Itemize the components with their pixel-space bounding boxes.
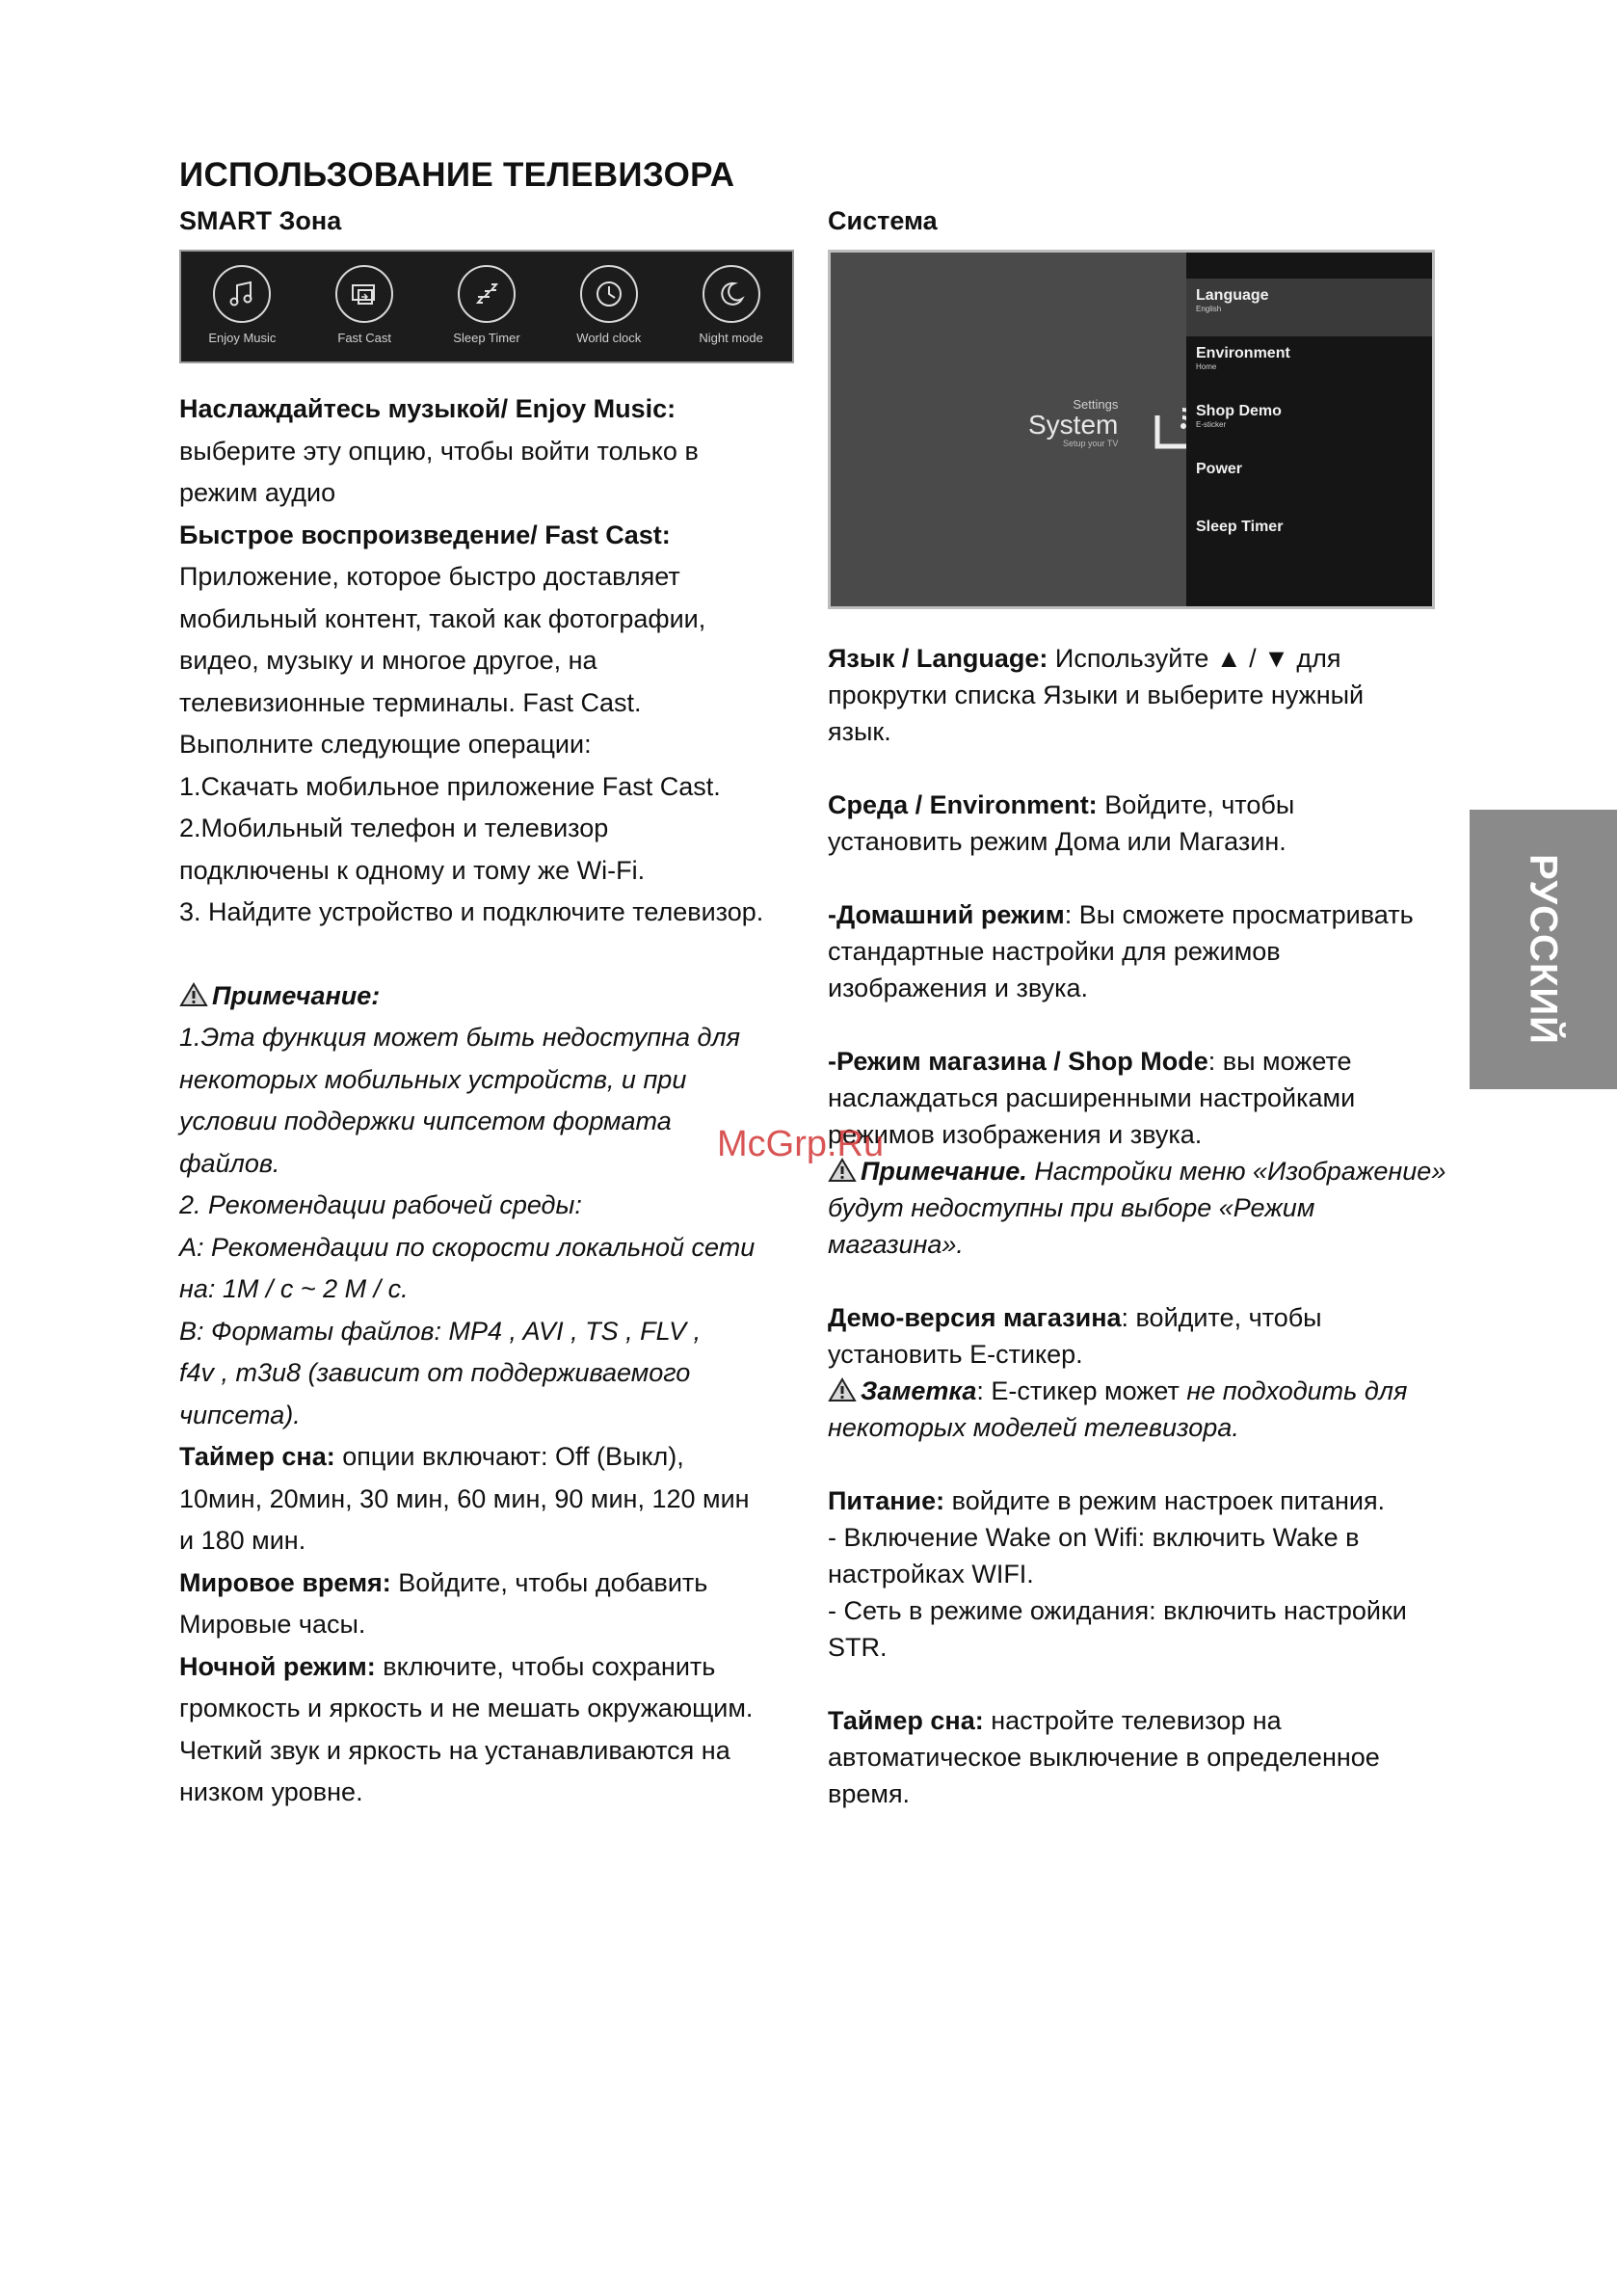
- tv-settings-sub: Setup your TV: [1062, 439, 1119, 448]
- night-moon-icon: [703, 265, 760, 323]
- language-text: Используйте ▲ / ▼ для: [1048, 644, 1341, 673]
- tv-menu-label: Environment: [1196, 345, 1290, 361]
- sleep-zzz-icon: [458, 265, 516, 323]
- shop-mode-paragraph: [828, 1043, 1502, 1080]
- tv-menu-item-language[interactable]: [1186, 279, 1432, 336]
- home-mode-paragraph: [828, 896, 1502, 933]
- system-heading: Система: [828, 206, 938, 235]
- fast-cast-text: 3. Найдите устройство и подключите телевизор.: [179, 897, 764, 926]
- shop-mode-text: наслаждаться расширенными настройками: [828, 1083, 1356, 1112]
- shop-note-text: магазина».: [828, 1230, 964, 1259]
- demo-note-text: некоторых моделей телевизора.: [828, 1413, 1239, 1442]
- environment-title: Среда / Environment:: [828, 790, 1098, 819]
- night-mode-title: Ночной режим:: [179, 1651, 376, 1681]
- power-title: Питание:: [828, 1486, 945, 1515]
- tv-settings-menu: [1186, 253, 1432, 606]
- sleep-timer-text: и 180 мин.: [179, 1526, 306, 1555]
- smart-item-night-mode[interactable]: [678, 265, 784, 345]
- smart-item-enjoy-music[interactable]: [189, 265, 295, 345]
- smart-item-label: World clock: [576, 331, 642, 345]
- world-time-title: Мировое время:: [179, 1567, 391, 1597]
- warning-icon: [828, 1377, 857, 1402]
- power-text: настройках WIFI.: [828, 1560, 1034, 1589]
- fast-cast-text: Приложение, которое быстро доставляет: [179, 562, 680, 591]
- shop-note-title: Примечание.: [861, 1157, 1027, 1186]
- world-clock-icon: [580, 265, 638, 323]
- page-title: ИСПОЛЬЗОВАНИЕ ТЕЛЕВИЗОРА: [179, 156, 735, 194]
- shop-mode-title: -Режим магазина / Shop Mode: [828, 1047, 1208, 1076]
- shop-note-text: Настройки меню «Изображение»: [1026, 1157, 1446, 1186]
- fast-cast-text: 1.Скачать мобильное приложение Fast Cast.: [179, 771, 721, 801]
- shop-demo-text: : войдите, чтобы: [1121, 1303, 1322, 1332]
- sleep-timer-text: автоматическое выключение в определенное: [828, 1743, 1380, 1772]
- environment-text: установить режим Дома или Магазин.: [828, 827, 1286, 856]
- note-text: 1.Эта функция может быть недоступна для: [179, 1023, 741, 1052]
- fast-cast-text: подключены к одному и тому же Wi-Fi.: [179, 855, 646, 885]
- home-mode-text: изображения и звука.: [828, 974, 1088, 1002]
- shop-demo-title: Демо-версия магазина: [828, 1303, 1122, 1332]
- note-text: чипсета).: [179, 1400, 301, 1429]
- note-text: B: Форматы файлов: MP4 , AVI , TS , FLV ,: [179, 1316, 702, 1346]
- note-title: Примечание:: [212, 980, 381, 1010]
- smart-item-world-clock[interactable]: [556, 265, 662, 345]
- fast-cast-title: Быстрое воспроизведение/ Fast Cast:: [179, 520, 671, 549]
- sleep-timer-title: Таймер сна:: [828, 1706, 984, 1735]
- demo-note-italic: не подходить для: [1186, 1376, 1408, 1405]
- demo-note-title: Заметка: [861, 1376, 977, 1405]
- night-mode-text: включите, чтобы сохранить: [375, 1651, 716, 1681]
- note-text: условии поддержки чипсетом формата: [179, 1107, 672, 1135]
- shop-demo-paragraph: [828, 1299, 1502, 1336]
- shop-mode-text: : вы можете: [1207, 1047, 1352, 1076]
- tv-settings-big: System: [1028, 410, 1119, 440]
- smart-item-label: Night mode: [699, 331, 763, 345]
- tv-menu-sub: English: [1196, 305, 1222, 313]
- note-heading: [179, 975, 815, 1018]
- world-time-paragraph: [179, 1562, 815, 1605]
- right-column: [828, 206, 1502, 1812]
- tv-menu-item-power[interactable]: [1186, 452, 1432, 510]
- environment-text: Войдите, чтобы: [1097, 790, 1295, 819]
- home-mode-text: стандартные настройки для режимов: [828, 937, 1281, 966]
- smart-zone-heading: SMART Зона: [179, 206, 342, 235]
- system-settings-screenshot: [828, 250, 1435, 609]
- power-text: войдите в режим настроек питания.: [944, 1486, 1386, 1515]
- music-note-icon: [213, 265, 271, 323]
- night-mode-text: Четкий звук и яркость на устанавливаются на: [179, 1735, 730, 1765]
- smart-item-label: Fast Cast: [337, 331, 391, 345]
- power-paragraph: [828, 1482, 1502, 1519]
- note-text: A: Рекомендации по скорости локальной сети: [179, 1232, 756, 1262]
- world-time-text: Мировые часы.: [179, 1610, 366, 1639]
- tv-menu-label: Sleep Timer: [1196, 519, 1284, 535]
- power-text: - Включение Wake on Wifi: включить Wake в: [828, 1523, 1360, 1552]
- left-column: [179, 206, 815, 1814]
- smart-item-sleep-timer[interactable]: [434, 265, 540, 345]
- language-paragraph: [828, 640, 1502, 677]
- tv-menu-label: Power: [1196, 461, 1243, 477]
- sleep-timer-text: 10мин, 20мин, 30 мин, 60 мин, 90 мин, 120 мин: [179, 1483, 750, 1513]
- home-mode-title: -Домашний режим: [828, 900, 1065, 929]
- tv-menu-sub: Home: [1196, 362, 1217, 371]
- language-side-tab: [1470, 810, 1617, 1089]
- sleep-timer-paragraph: [828, 1702, 1502, 1739]
- home-mode-text: : Вы сможете просматривать: [1064, 900, 1414, 929]
- language-text: язык.: [828, 717, 891, 746]
- note-text: некоторых мобильных устройств, и при: [179, 1064, 687, 1094]
- fast-cast-text: видео, музыку и многое другое, на: [179, 646, 597, 675]
- demo-note-paragraph: [828, 1373, 1502, 1409]
- shop-note-text: будут недоступны при выборе «Режим: [828, 1193, 1315, 1222]
- shop-note-paragraph: [828, 1153, 1502, 1189]
- smart-item-label: Enjoy Music: [208, 331, 277, 345]
- night-mode-text: низком уровне.: [179, 1777, 363, 1806]
- language-side-tab-label: РУССКИЙ: [1522, 854, 1565, 1045]
- shop-mode-text: режимов изображения и звука.: [828, 1120, 1203, 1149]
- note-text: f4v , m3u8 (зависит от поддерживаемого: [179, 1358, 691, 1387]
- power-text: STR.: [828, 1633, 888, 1662]
- sleep-timer-paragraph: [179, 1436, 815, 1479]
- enjoy-music-text: выберите эту опцию, чтобы войти только в: [179, 436, 699, 466]
- tv-settings-small: Settings: [1073, 397, 1119, 412]
- tv-menu-label: Language: [1196, 287, 1269, 304]
- demo-note-text: : E-стикер может: [976, 1376, 1187, 1405]
- note-text: на: 1M / c ~ 2 M / c.: [179, 1274, 409, 1303]
- language-text: прокрутки списка Языки и выберите нужный: [828, 681, 1365, 709]
- note-text: 2. Рекомендации рабочей среды:: [179, 1190, 582, 1219]
- tv-menu-label: Shop Demo: [1196, 403, 1282, 419]
- tv-menu-item-environment[interactable]: [1186, 336, 1432, 394]
- tv-menu-sub: E-sticker: [1196, 420, 1227, 429]
- note-text: файлов.: [179, 1148, 280, 1178]
- fast-cast-text: Выполните следующие операции:: [179, 730, 592, 759]
- smart-item-fast-cast[interactable]: [311, 265, 417, 345]
- fast-cast-text: телевизионные терминалы. Fast Cast.: [179, 687, 642, 717]
- sleep-timer-text: время.: [828, 1779, 911, 1808]
- warning-icon: [179, 982, 208, 1007]
- screen-cast-icon: [335, 265, 393, 323]
- environment-paragraph: [828, 787, 1502, 823]
- tv-menu-item-shop-demo[interactable]: [1186, 394, 1432, 452]
- enjoy-music-text: режим аудио: [179, 478, 336, 507]
- power-text: - Сеть в режиме ожидания: включить настройки: [828, 1596, 1407, 1625]
- shop-demo-text: установить E-стикер.: [828, 1340, 1083, 1369]
- sleep-timer-text: настройте телевизор на: [983, 1706, 1282, 1735]
- watermark: McGrp.Ru: [717, 1124, 885, 1164]
- sleep-timer-title: Таймер сна:: [179, 1442, 335, 1471]
- smart-item-label: Sleep Timer: [453, 331, 520, 345]
- fast-cast-text: мобильный контент, такой как фотографии,: [179, 603, 706, 633]
- tv-menu-item-sleep-timer[interactable]: [1186, 510, 1432, 568]
- smart-zone-panel: [179, 250, 794, 363]
- language-title: Язык / Language:: [828, 644, 1048, 673]
- night-mode-paragraph: [179, 1646, 815, 1689]
- fast-cast-text: 2.Мобильный телефон и телевизор: [179, 814, 609, 842]
- night-mode-text: громкость и яркость и не мешать окружающим.: [179, 1694, 754, 1722]
- sleep-timer-text: опции включают: Off (Выкл),: [334, 1442, 684, 1471]
- tv-settings-caption: [1028, 397, 1118, 448]
- world-time-text: Войдите, чтобы добавить: [390, 1567, 708, 1597]
- enjoy-music-title: Наслаждайтесь музыкой/ Enjoy Music:: [179, 394, 676, 423]
